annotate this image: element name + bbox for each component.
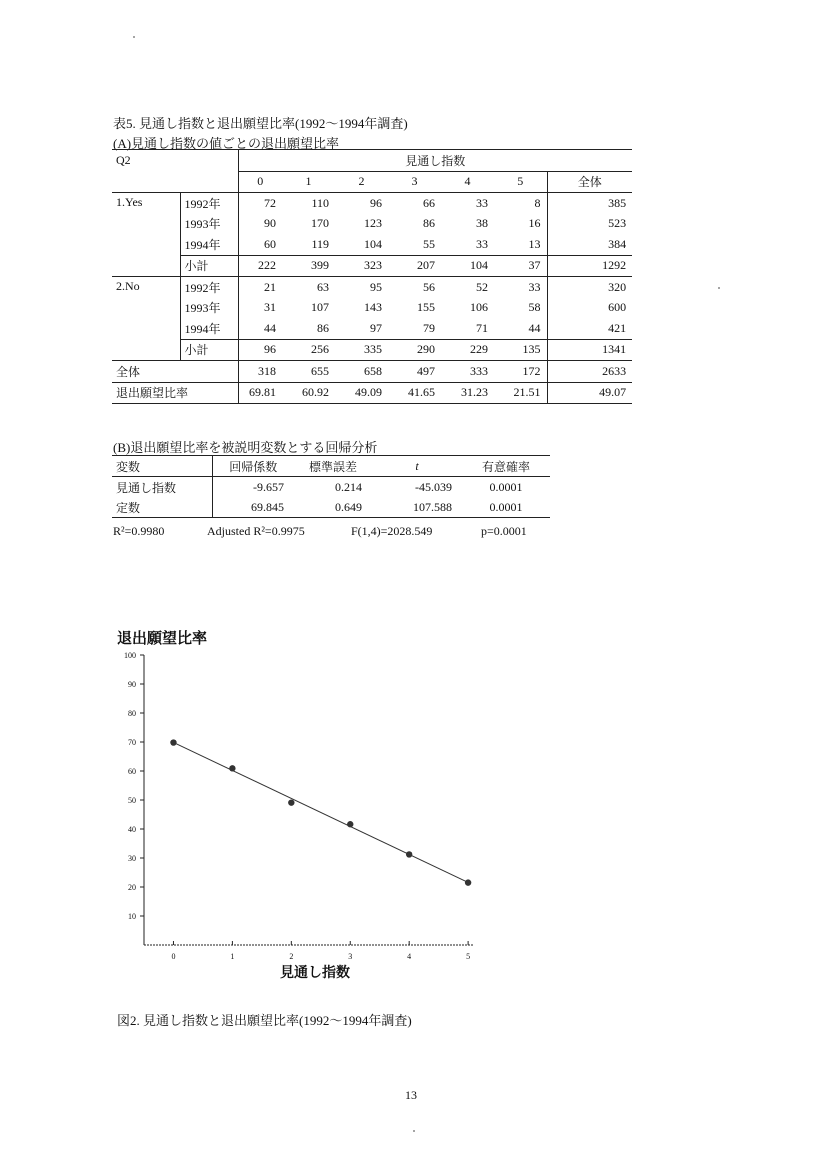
chart-xlabel: 見通し指数: [280, 965, 350, 981]
group-label: 2.No: [112, 277, 180, 361]
table-row: [112, 339, 632, 361]
data-point: [347, 821, 353, 827]
table-cell: 37: [494, 255, 547, 277]
y-tick-label: 50: [128, 796, 136, 805]
table-cell: 21.51: [494, 382, 547, 404]
column-header: 5: [494, 171, 547, 193]
table-cell: 655: [282, 361, 335, 383]
table-cell: 69.81: [238, 382, 282, 404]
r-squared: R²=0.9980: [113, 524, 165, 538]
data-point: [229, 765, 235, 771]
y-tick-label: 60: [128, 767, 136, 776]
data-point: [170, 739, 176, 745]
table-cell: 2633: [547, 361, 632, 383]
corner-label: Q2: [112, 150, 238, 172]
x-tick-label: 0: [171, 952, 176, 961]
y-tick-label: 90: [128, 680, 136, 689]
table-cell: 222: [238, 255, 282, 277]
table-cell: 58: [528, 300, 541, 315]
column-header: 4: [441, 171, 494, 193]
table-cell: 86: [423, 216, 436, 231]
table-row: [112, 193, 632, 214]
table-cell: 385: [547, 193, 632, 214]
table-cell: 123: [364, 216, 383, 231]
column-header: 全体: [547, 171, 632, 193]
y-tick-label: 30: [128, 854, 136, 863]
regression-line: [173, 742, 468, 882]
adjusted-r-squared: Adjusted R²=0.9975: [207, 524, 305, 538]
table-cell: 79: [423, 320, 436, 335]
y-tick-label: 80: [128, 709, 136, 718]
group-label: 1.Yes: [112, 193, 180, 277]
table-cell: 0.0001: [489, 479, 523, 494]
table-cell: 229: [441, 339, 494, 361]
table-cell: 8: [534, 195, 541, 210]
table-cell: 107.588: [372, 497, 462, 518]
row-label: 1994年: [180, 234, 238, 255]
y-tick-label: 10: [128, 912, 136, 921]
table-header-row: [112, 171, 632, 193]
table-cell: 333: [441, 361, 494, 383]
table-cell: 96: [238, 339, 282, 361]
table-cell: 96: [370, 195, 383, 210]
table-cell: 172: [494, 361, 547, 383]
scatter-chart: [110, 645, 490, 965]
table-cell: 421: [547, 318, 632, 339]
table-a: [112, 149, 632, 404]
x-tick-label: 2: [289, 952, 294, 961]
row-label: 小計: [180, 339, 238, 361]
y-tick-label: 40: [128, 825, 136, 834]
column-header: 有意確率: [462, 456, 550, 477]
scan-speck: [718, 287, 720, 289]
table-cell: 44: [528, 320, 541, 335]
table-cell: 72: [238, 193, 282, 214]
table-header-row: [112, 456, 550, 477]
table-cell: 31: [238, 298, 282, 319]
table-row: [112, 477, 550, 498]
group-header: 見通し指数: [238, 150, 632, 172]
table-a-title: 表5. 見通し指数と退出願望比率(1992～1994年調査): [113, 116, 408, 131]
column-header: 標準誤差: [294, 456, 372, 477]
table-cell: 13: [528, 236, 541, 251]
table-cell: 31.23: [441, 382, 494, 404]
table-cell: 155: [417, 300, 436, 315]
data-point: [465, 879, 471, 885]
scan-speck: [133, 36, 135, 38]
table-cell: 1341: [547, 339, 632, 361]
row-label: 全体: [112, 361, 238, 383]
table-b-title: (B)退出願望比率を被説明変数とする回帰分析: [113, 440, 378, 455]
scan-speck: [413, 1130, 415, 1132]
table-cell: 523: [547, 214, 632, 235]
table-cell: -9.657: [212, 477, 294, 498]
table-cell: 69.845: [212, 497, 294, 518]
row-label: 小計: [180, 255, 238, 277]
row-label: 1993年: [180, 298, 238, 319]
table-row: [112, 318, 632, 339]
row-label: 1993年: [180, 214, 238, 235]
column-header: t: [372, 456, 462, 477]
column-header: 2: [335, 171, 388, 193]
table-cell: 256: [282, 339, 335, 361]
table-cell: 86: [317, 320, 330, 335]
table-row: [112, 234, 632, 255]
table-row: [112, 497, 550, 518]
table-cell: 33: [528, 279, 541, 294]
table-cell: 384: [547, 234, 632, 255]
table-cell: 497: [388, 361, 441, 383]
column-header: 0: [238, 171, 282, 193]
y-tick-label: 20: [128, 883, 136, 892]
table-row: [112, 298, 632, 319]
table-cell: 16: [528, 216, 541, 231]
row-label: 見通し指数: [116, 480, 177, 495]
table-cell: -45.039: [415, 479, 452, 494]
page-number: 13: [405, 1088, 417, 1102]
column-header: 1: [282, 171, 335, 193]
data-point: [406, 851, 412, 857]
row-label: 1992年: [180, 193, 238, 214]
table-cell: 49.09: [335, 382, 388, 404]
ratio-row: [112, 382, 632, 404]
table-cell: 335: [335, 339, 388, 361]
empty-cell: [112, 171, 238, 193]
table-cell: 52: [476, 279, 489, 294]
x-tick-label: 3: [348, 952, 353, 961]
table-row: [112, 277, 632, 298]
table-cell: 49.07: [547, 382, 632, 404]
table-b: [112, 455, 550, 518]
table-cell: 60: [238, 234, 282, 255]
figure-caption: 図2. 見通し指数と退出願望比率(1992～1994年調査): [117, 1013, 412, 1028]
table-cell: 323: [335, 255, 388, 277]
table-cell: 33: [476, 195, 489, 210]
table-cell: 55: [423, 236, 436, 251]
table-cell: 320: [547, 277, 632, 298]
y-tick-label: 100: [124, 651, 136, 660]
table-cell: 658: [335, 361, 388, 383]
table-cell: 66: [423, 195, 436, 210]
table-cell: 90: [238, 214, 282, 235]
column-header: 回帰係数: [212, 456, 294, 477]
table-cell: 71: [476, 320, 489, 335]
f-statistic: F(1,4)=2028.549: [351, 524, 433, 538]
x-tick-label: 5: [466, 952, 471, 961]
table-cell: 0.0001: [462, 497, 550, 518]
data-point: [288, 799, 294, 805]
table-cell: 290: [388, 339, 441, 361]
table-cell: 33: [476, 236, 489, 251]
column-header: 3: [388, 171, 441, 193]
y-tick-label: 70: [128, 738, 136, 747]
table-cell: 63: [317, 279, 330, 294]
table-cell: 56: [423, 279, 436, 294]
table-cell: 104: [441, 255, 494, 277]
table-cell: 1292: [547, 255, 632, 277]
table-cell: 60.92: [282, 382, 335, 404]
table-cell: 399: [282, 255, 335, 277]
row-label: 1992年: [180, 277, 238, 298]
row-label: 1994年: [180, 318, 238, 339]
table-cell: 318: [238, 361, 282, 383]
table-cell: 95: [370, 279, 383, 294]
table-cell: 600: [547, 298, 632, 319]
table-cell: 0.649: [294, 497, 372, 518]
row-label: 退出願望比率: [112, 382, 238, 404]
table-cell: 21: [238, 277, 282, 298]
x-tick-label: 1: [230, 952, 235, 961]
table-cell: 104: [364, 236, 383, 251]
table-cell: 170: [311, 216, 330, 231]
table-cell: 135: [494, 339, 547, 361]
table-row: [112, 255, 632, 277]
table-cell: 106: [470, 300, 489, 315]
table-cell: 44: [238, 318, 282, 339]
column-header: 変数: [112, 456, 212, 477]
table-row: [112, 214, 632, 235]
table-cell: 41.65: [388, 382, 441, 404]
table-cell: 110: [311, 195, 330, 210]
table-cell: 119: [311, 236, 330, 251]
table-cell: 97: [370, 320, 383, 335]
table-cell: 143: [364, 300, 383, 315]
chart-title: 退出願望比率: [117, 629, 208, 647]
table-a-subtitle: (A)見通し指数の値ごとの退出願望比率: [113, 136, 340, 151]
table-cell: 0.214: [335, 479, 362, 494]
row-label: 定数: [112, 497, 212, 518]
table-cell: 107: [311, 300, 330, 315]
table-cell: 207: [388, 255, 441, 277]
total-row: [112, 361, 632, 383]
table-cell: 38: [476, 216, 489, 231]
p-value: p=0.0001: [481, 524, 527, 538]
table-header-row: [112, 150, 632, 172]
x-tick-label: 4: [407, 952, 412, 961]
